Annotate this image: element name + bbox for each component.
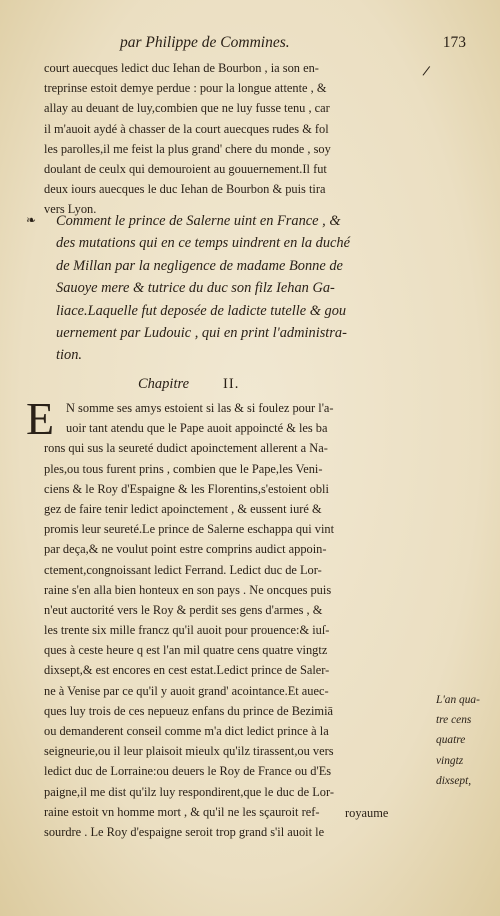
- text-line: ledict duc de Lorraine:ou deuers le Roy de France ou d'Es: [44, 764, 332, 779]
- summary-line: Comment le prince de Salerne uint en France , &: [56, 213, 341, 229]
- chapter-label: Chapitre: [138, 376, 190, 392]
- text-line: les trente six mille francz qu'il auoit pour prouence:& iuſ-: [44, 623, 330, 638]
- text-line: uoir tant atendu que le Pape auoit appoincté & les ba: [66, 421, 328, 436]
- summary-line: liace.Laquelle fut deposée de ladicte tutelle & gou: [56, 302, 347, 319]
- text-line: seigneurie,ou il leur plaisoit mieulx qu'ilz tirassent,ou vers: [44, 744, 334, 759]
- margin-note-line: vingtz: [436, 754, 464, 767]
- summary-line: des mutations qui en ce temps uindrent en la duché: [56, 235, 351, 252]
- chapter-heading: [138, 376, 239, 393]
- margin-note-line: quatre: [436, 734, 466, 747]
- paragraph-1: [44, 58, 434, 220]
- text-line: treprinse estoit demye perdue : pour la longue attente , &: [44, 81, 327, 96]
- text-line: n'eut auctorité vers le Roy & perdit ses gens d'armes , &: [44, 602, 323, 617]
- summary-line: tion.: [56, 347, 82, 364]
- text-line: gez de faire tenir ledict apoinctement , & eussent iuré &: [44, 501, 322, 516]
- page-number: 173: [442, 34, 466, 51]
- text-line: dixsept,& est encores en cest estat.Ledict prince de Saler-: [44, 663, 330, 678]
- text-line: doulant de ceulx qui demouroient au gouuernement.Il fut: [44, 161, 327, 176]
- running-title: par Philippe de Commines.: [120, 34, 290, 51]
- catchword: royaume: [345, 806, 389, 820]
- text-line: ciens & le Roy d'Espaigne & les Florentins,s'estoient obli: [44, 481, 329, 496]
- summary-line: uernement par Ludouic , qui en print l'administra-: [56, 324, 347, 341]
- text-line: il m'auoit aydé à chasser de la court auecques rudes & fol: [44, 121, 329, 136]
- text-line: rons qui sus la seureté dudict apoinctement allerent a Na-: [44, 441, 328, 456]
- text-line: court auecques ledict duc Iehan de Bourbon , ia son en-: [44, 61, 319, 75]
- paragraph-2: [44, 398, 434, 842]
- text-line: ques luy trois de ces nepueuz enfans du prince de Bezimiā: [44, 703, 334, 718]
- margin-mark: /: [421, 63, 431, 80]
- text-line: sourdre . Le Roy d'espaigne seroit trop grand s'il auoit le: [44, 824, 325, 839]
- margin-note: [436, 690, 500, 791]
- text-line: ou demanderent conseil comme m'a dict ledict prince à la: [44, 724, 329, 738]
- text-line: ques à ceste heure q est l'an mil quatre cens quatre vingtz: [44, 643, 328, 658]
- margin-note-line: L'an qua-: [436, 694, 480, 706]
- text-line: paigne,il me dist qu'ilz luy respondirent,que le duc de Lor-: [44, 784, 334, 799]
- text-line: N somme ses amys estoient si las & si foulez pour l'a-: [66, 401, 334, 415]
- chapter-summary: [26, 210, 446, 367]
- margin-note-line: dixsept,: [436, 774, 472, 787]
- text-line: raine s'en alla bien honteux en son pays . Ne oncques puis: [44, 582, 332, 597]
- summary-line: de Millan par la negligence de madame Bonne de: [56, 257, 343, 274]
- margin-note-line: tre cens: [436, 714, 472, 727]
- text-line: raine estoit vn homme mort , & qu'il ne les sçauroit ref-: [44, 804, 320, 819]
- text-line: ctement,congnoissant ledict Ferrand. Ledict duc de Lor-: [44, 562, 322, 577]
- drop-capital: E: [26, 393, 55, 444]
- text-line: les parolles,il me feist la plus grand' chere du monde , soy: [44, 141, 331, 156]
- text-line: promis leur seureté.Le prince de Salerne eschappa qui vint: [44, 522, 335, 537]
- fleuron-icon: ❧: [26, 213, 37, 227]
- text-line: ples,ou tous furent prins , combien que le Pape,les Veni-: [44, 461, 323, 476]
- text-line: ne à Venise par ce qu'il y auoit grand' acointance.Et auec-: [44, 683, 329, 698]
- text-line: vers Lyon.: [44, 202, 97, 217]
- text-line: par deça,& ne voulut point estre comprins audict appoin-: [44, 542, 327, 557]
- chapter-number: II.: [223, 376, 240, 392]
- text-line: deux iours auecques le duc Iehan de Bourbon & puis tira: [44, 182, 326, 197]
- summary-line: Sauoye mere & tutrice du duc son filz Iehan Ga-: [56, 280, 335, 297]
- text-line: allay au deuant de luy,combien que ne luy fusse tenu , car: [44, 101, 330, 116]
